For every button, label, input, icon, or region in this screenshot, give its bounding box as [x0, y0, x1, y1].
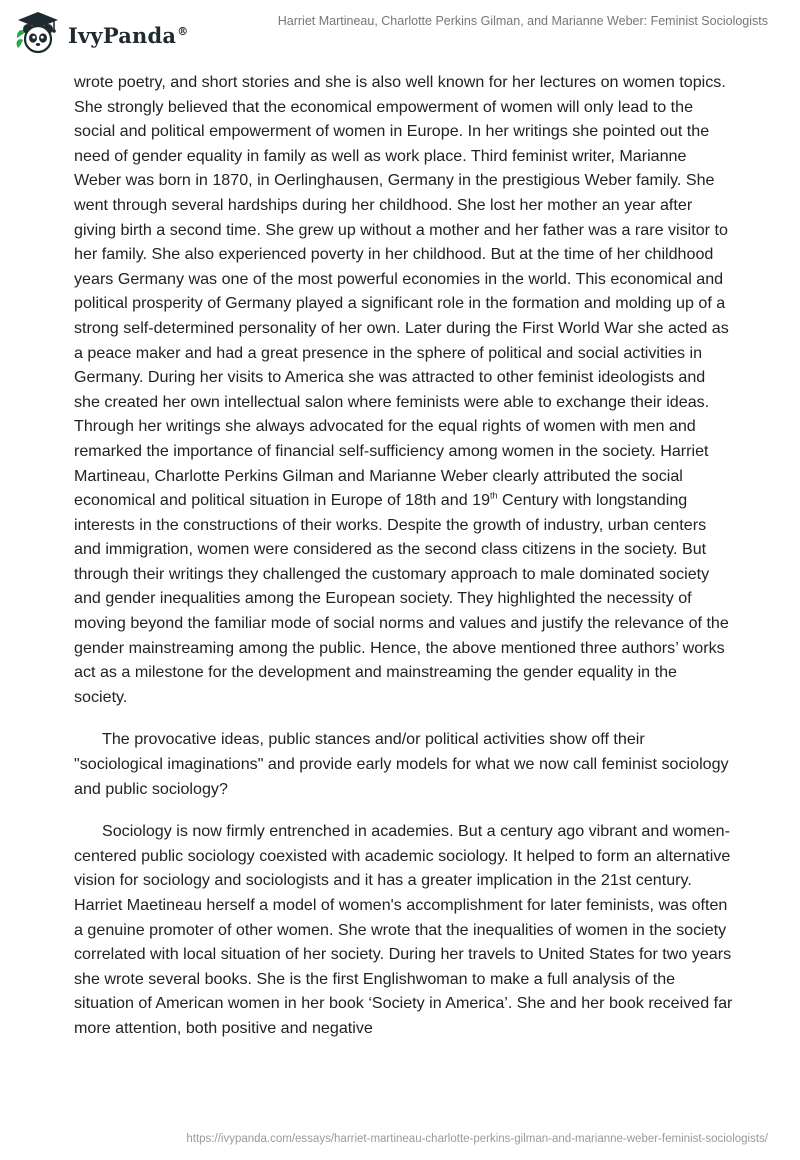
ordinal-superscript: th [490, 490, 498, 501]
logo-wordmark [68, 23, 188, 48]
page-header [0, 0, 800, 64]
paragraph-3: Sociology is now firmly entrenched in academies. But a century ago vibrant and women-centered public sociology coexisted with academic sociology. It helped to form an alternative vision for sociology and sociologists and it has a greater implication in the 21st century. Harriet Maetineau herself a model of women's accomplishment for later feminists, was often a genuine promoter of other women. She wrote that the inequalities of women in the society correlated with local situation of her society. During her travels to United States for two years she wrote several books. She is the first Englishwoman to make a full analysis of the situation of American women in her book ‘Society in America’. She and her book received far more attention, both positive and negative [74, 822, 733, 1037]
paragraph-1-text-a: wrote poetry, and short stories and she is also well known for her lectures on women topics. She strongly believed that the economical empowerment of women will only lead to the social and political empowerment of women in Europe. In her writings she pointed out the need of gender equality in family as well as work place. Third feminist writer, Marianne Weber was born in 1870, in Oerlinghausen, Germany in the prestigious Weber family. She went through several hardships during her childhood. She lost her mother an year after giving birth a second time. She grew up without a mother and her father was a rare visitor to her family. She also experienced poverty in her childhood. But at the time of her childhood years Germany was one of the most powerful economies in the world. This economical and political prosperity of Germany played a significant role in the formation and molding up of a strong self-determined personality of her own. Later during the First World War she acted as a peace maker and had a great presence in the sphere of political and social activities in Germany. During her visits to America she was attracted to other feminist ideologists and she created her own intellectual salon where feminists were able to exchange their ideas. Through her writings she always advocated for the equal rights of women with men and remarked the importance of financial self-sufficiency among women in the society. Harriet Martineau, Charlotte Perkins Gilman and Marianne Weber clearly attributed the social economical and political situation in Europe of 18th and 19 [74, 73, 729, 510]
panda-graduate-icon [14, 10, 62, 56]
essay-body [74, 70, 734, 1059]
paragraph-1-text-b: Century with longstanding interests in the constructions of their works. Despite the growth of industry, urban centers and immigration, women were considered as the second class citizens in the society. But through their writings they challenged the customary approach to male dominated society and gender inequalities among the European society. They highlighted the necessity of moving beyond the familiar mode of social norms and values and justify the relevance of the gender mainstreaming among the public. Hence, the above mentioned three authors’ works act as a milestone for the development and mainstreaming the gender equality in the society. [74, 491, 729, 706]
source-url[interactable]: https://ivypanda.com/essays/harriet-martineau-charlotte-perkins-gilman-and-marianne-weber-feminist-sociologists/ [186, 1133, 768, 1145]
logo-text: IvyPanda [68, 22, 177, 48]
document-title: Harriet Martineau, Charlotte Perkins Gilman, and Marianne Weber: Feminist Sociologists [277, 14, 768, 28]
paragraph-1 [74, 70, 734, 709]
ivypanda-logo[interactable] [14, 10, 188, 56]
registered-mark: ® [177, 24, 189, 38]
paragraph-2: The provocative ideas, public stances and/or political activities show off their "sociological imaginations" and provide early models for what we now call feminist sociology and public sociology? [74, 730, 729, 798]
